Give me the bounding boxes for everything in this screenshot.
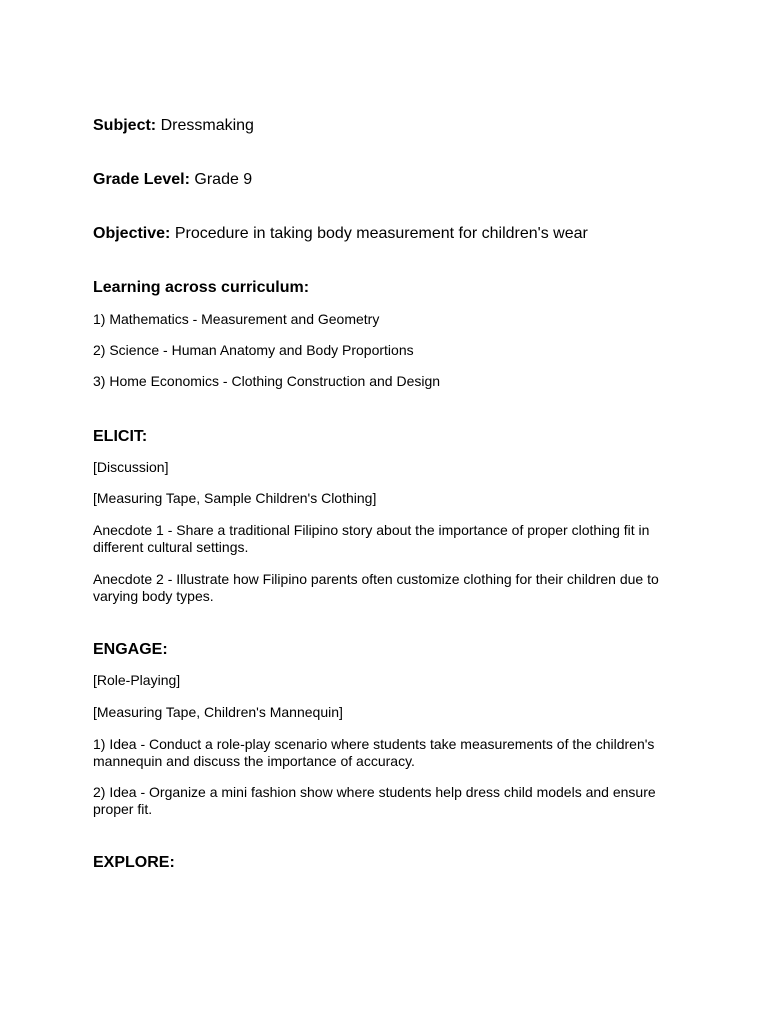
subject-value: Dressmaking	[160, 117, 254, 134]
elicit-anecdote: Anecdote 1 - Share a traditional Filipino story about the importance of proper clothing fit in different cultural settings.	[93, 522, 650, 555]
subject-line	[93, 116, 254, 135]
curriculum-item: 1) Mathematics - Measurement and Geometry	[93, 311, 380, 327]
elicit-anecdote: Anecdote 2 - Illustrate how Filipino parents often customize clothing for their children due to varying body types.	[93, 571, 659, 604]
curriculum-item: 3) Home Economics - Clothing Construction and Design	[93, 373, 441, 389]
curriculum-heading: Learning across curriculum:	[93, 279, 310, 296]
elicit-activity: [Discussion]	[93, 459, 169, 475]
subject-label: Subject:	[93, 117, 157, 134]
grade-level-value: Grade 9	[194, 171, 253, 188]
explore-heading: EXPLORE:	[93, 854, 175, 871]
engage-idea: 2) Idea - Organize a mini fashion show where students help dress child models and ensure proper fit.	[93, 784, 656, 817]
engage-activity: [Role-Playing]	[93, 672, 181, 688]
engage-materials: [Measuring Tape, Children's Mannequin]	[93, 704, 343, 720]
grade-level-label: Grade Level:	[93, 171, 190, 188]
objective-label: Objective:	[93, 225, 171, 242]
curriculum-item: 2) Science - Human Anatomy and Body Proportions	[93, 342, 414, 358]
elicit-heading: ELICIT:	[93, 428, 148, 445]
objective-value: Procedure in taking body measurement for children's wear	[174, 225, 588, 242]
grade-level-line	[93, 170, 252, 189]
elicit-materials: [Measuring Tape, Sample Children's Clothing]	[93, 490, 377, 506]
engage-idea: 1) Idea - Conduct a role-play scenario where students take measurements of the children's mannequin and discuss the importance of accuracy.	[93, 736, 655, 769]
objective-line	[93, 224, 588, 243]
engage-heading: ENGAGE:	[93, 641, 168, 658]
